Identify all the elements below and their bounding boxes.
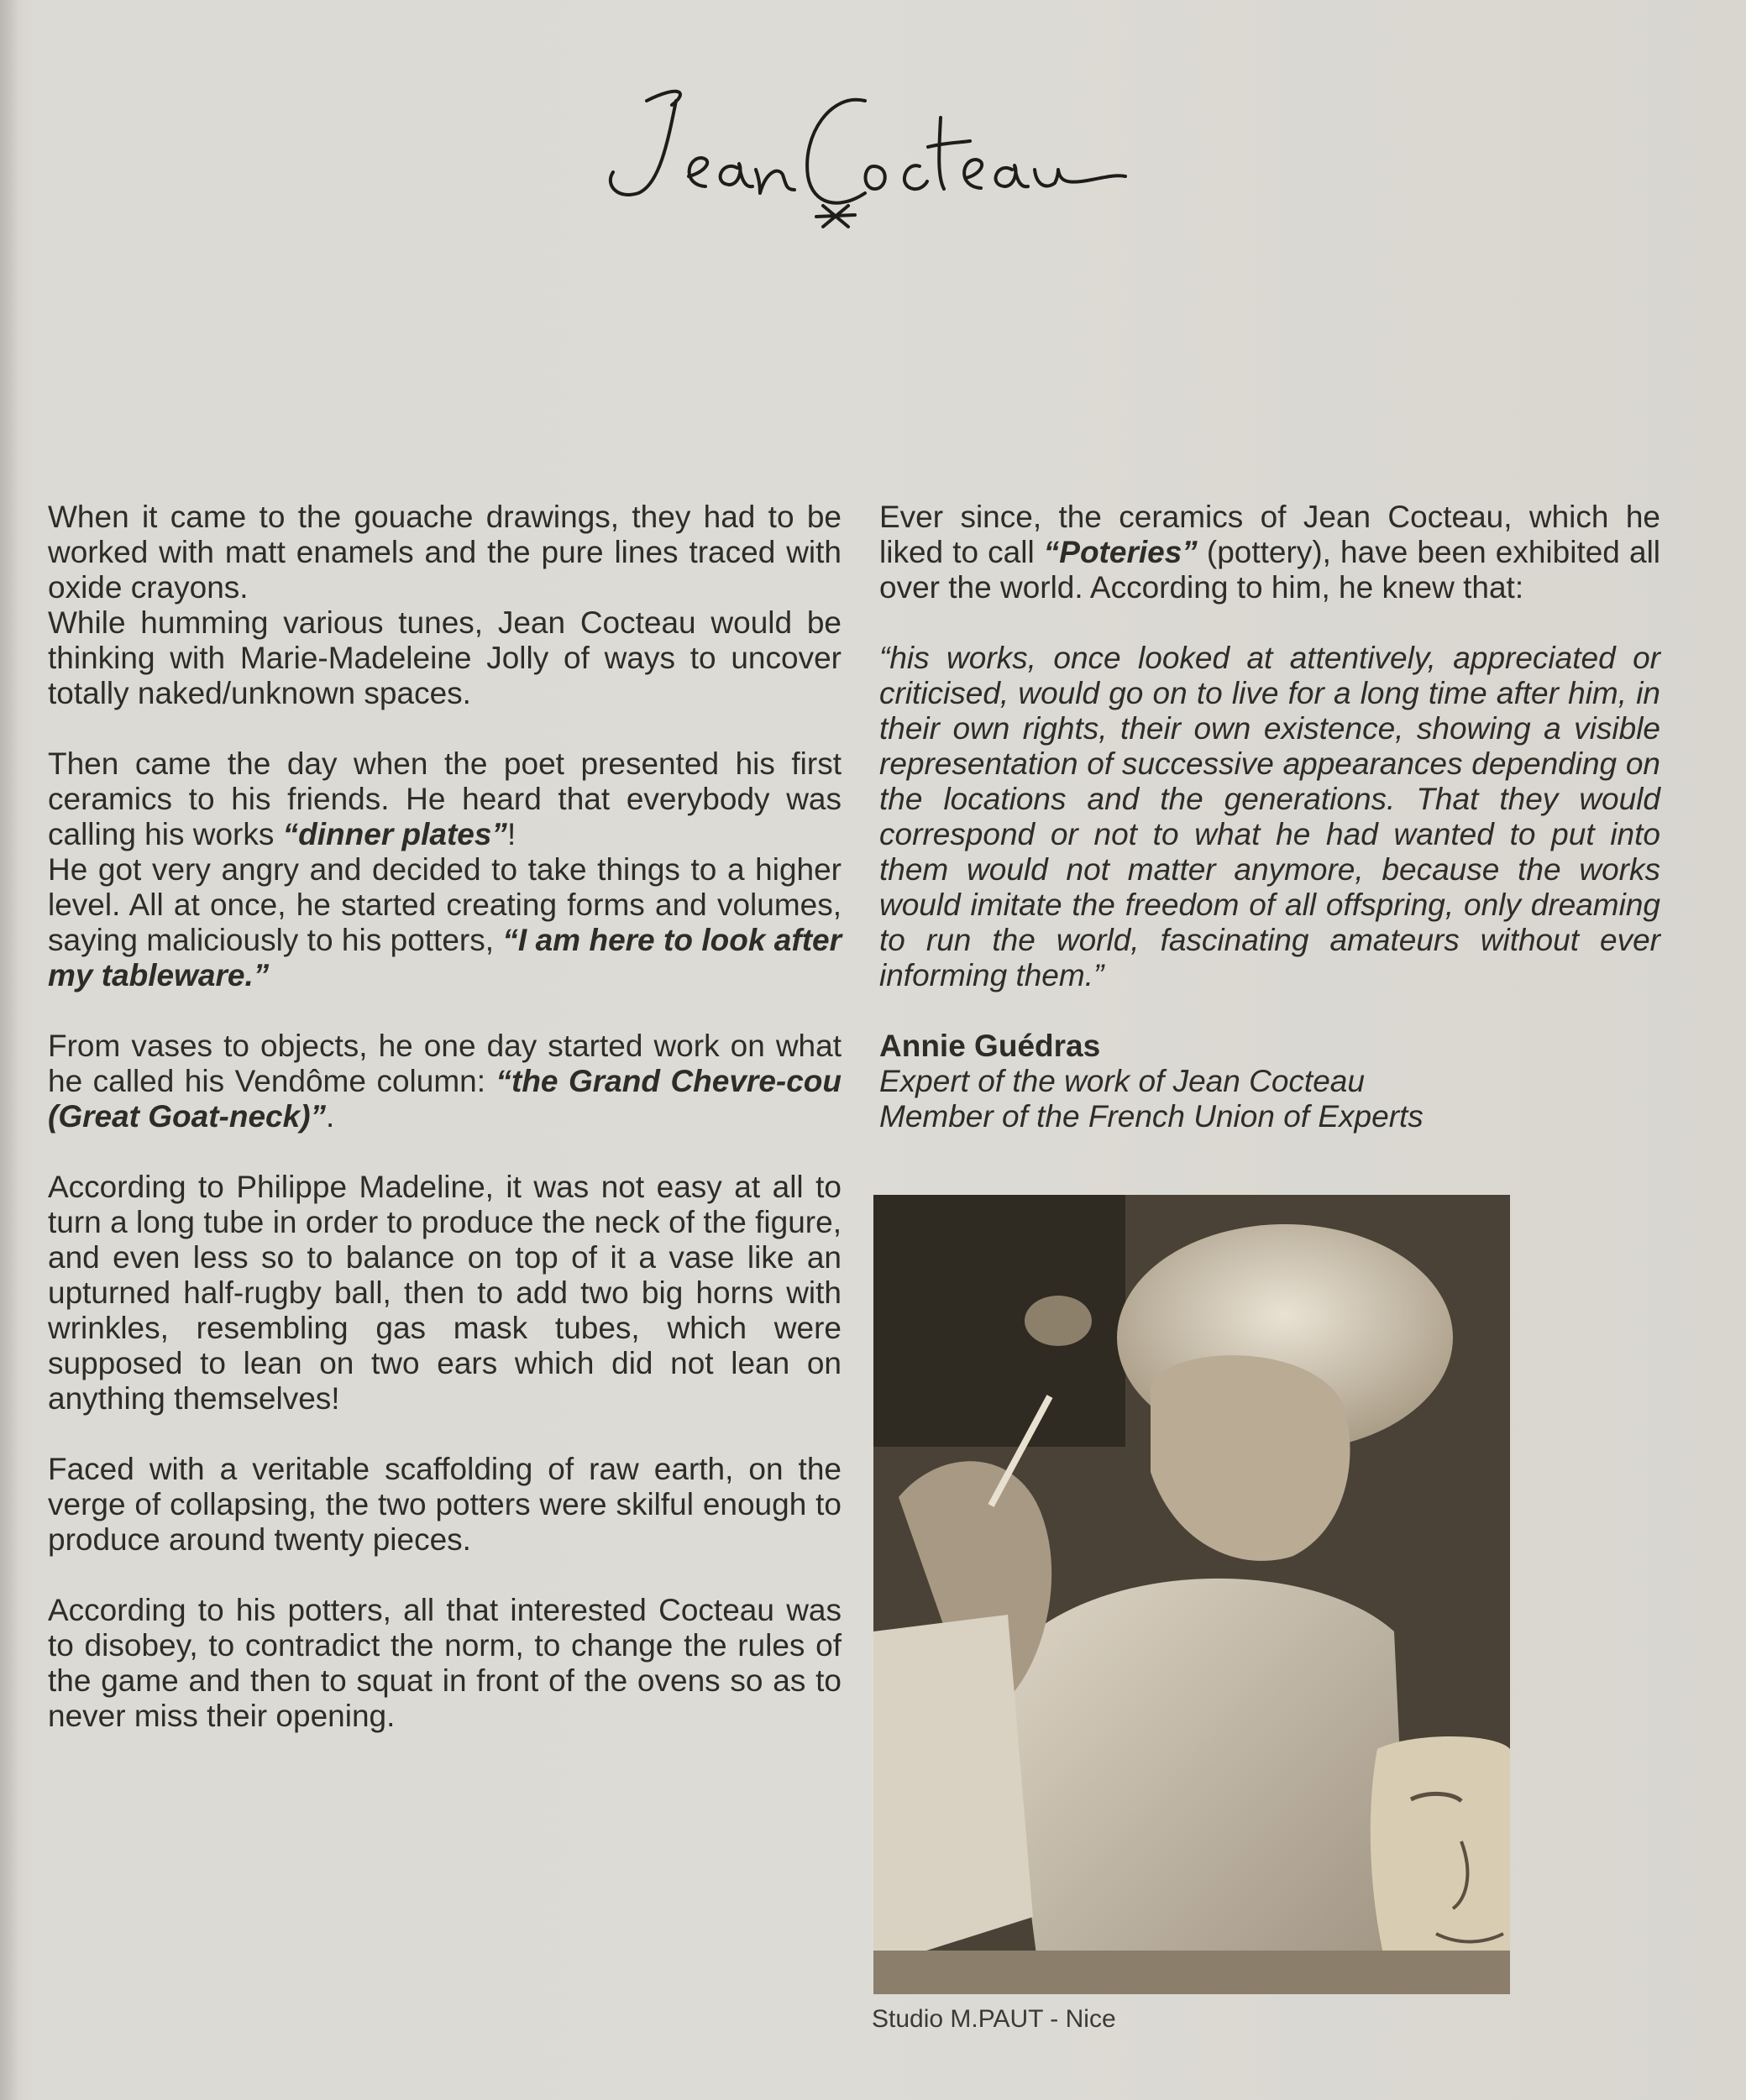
left-text-column	[48, 500, 842, 1769]
paragraph-line: Then came the day when the poet presented his first ceramics to his friends. He heard that everybody was calling his works “dinner plates”!	[48, 746, 842, 851]
right-text-column	[879, 500, 1660, 1134]
emphasis: “Poteries”	[1043, 535, 1198, 569]
author-block	[879, 1029, 1660, 1134]
portrait-photo	[873, 1195, 1510, 1994]
paragraph: From vases to objects, he one day started work on what he called his Vendôme column: “the Grand Chevre-cou (Great Goat-neck)”.	[48, 1029, 842, 1134]
signature	[588, 67, 1159, 244]
author-name: Annie Guédras	[879, 1029, 1101, 1063]
paragraph	[48, 500, 842, 711]
page-gutter-shadow	[0, 0, 18, 2100]
author-role: Member of the French Union of Experts	[879, 1099, 1424, 1134]
quotation: “his works, once looked at attentively, appreciated or criticised, would go on to live for a long time after him, in their own rights, their own existence, showing a visible representation of successive appearances depending on the locations and the generations. That they would correspond or not to what he had wanted to put into them would not matter anymore, because the works would imitate the freedom of all offspring, only dreaming to run the world, fascinating amateurs without ever informing them.”	[879, 641, 1660, 992]
paragraph-line: When it came to the gouache drawings, they had to be worked with matt enamels and the pure lines traced with oxide crayons.	[48, 500, 842, 605]
paragraph: According to his potters, all that interested Cocteau was to disobey, to contradict the norm, to change the rules of the game and then to squat in front of the ovens so as to never miss their opening.	[48, 1593, 842, 1733]
paragraph: Ever since, the ceramics of Jean Cocteau, which he liked to call “Poteries” (pottery), have been exhibited all over the world. According to him, he knew that:	[879, 500, 1661, 605]
paragraph-line: He got very angry and decided to take things to a higher level. All at once, he started creating forms and volumes, saying maliciously to his potters, “I am here to look after my tableware.”	[48, 852, 842, 992]
paragraph: According to Philippe Madeline, it was not easy at all to turn a long tube in order to produce the neck of the figure, and even less so to balance on top of it a vase like an upturned half-rugby ball, then to add two big horns with wrinkles, resembling gas mask tubes, which were supposed to lean on two ears which did not lean on anything themselves!	[48, 1170, 842, 1416]
author-role: Expert of the work of Jean Cocteau	[879, 1064, 1365, 1098]
paragraph	[48, 746, 842, 993]
paragraph-line: While humming various tunes, Jean Cocteau would be thinking with Marie-Madeleine Jolly of ways to uncover totally naked/unknown spaces.	[48, 605, 842, 710]
emphasis: “dinner plates”	[282, 817, 507, 851]
photo-caption: Studio M.PAUT - Nice	[872, 2005, 1116, 2033]
emphasis: “the Grand Chevre-cou (Great Goat-neck)”	[48, 1064, 842, 1134]
emphasis: “I am here to look after my tableware.”	[48, 923, 842, 992]
paragraph: Faced with a veritable scaffolding of raw earth, on the verge of collapsing, the two potters were skilful enough to produce around twenty pieces.	[48, 1452, 842, 1557]
